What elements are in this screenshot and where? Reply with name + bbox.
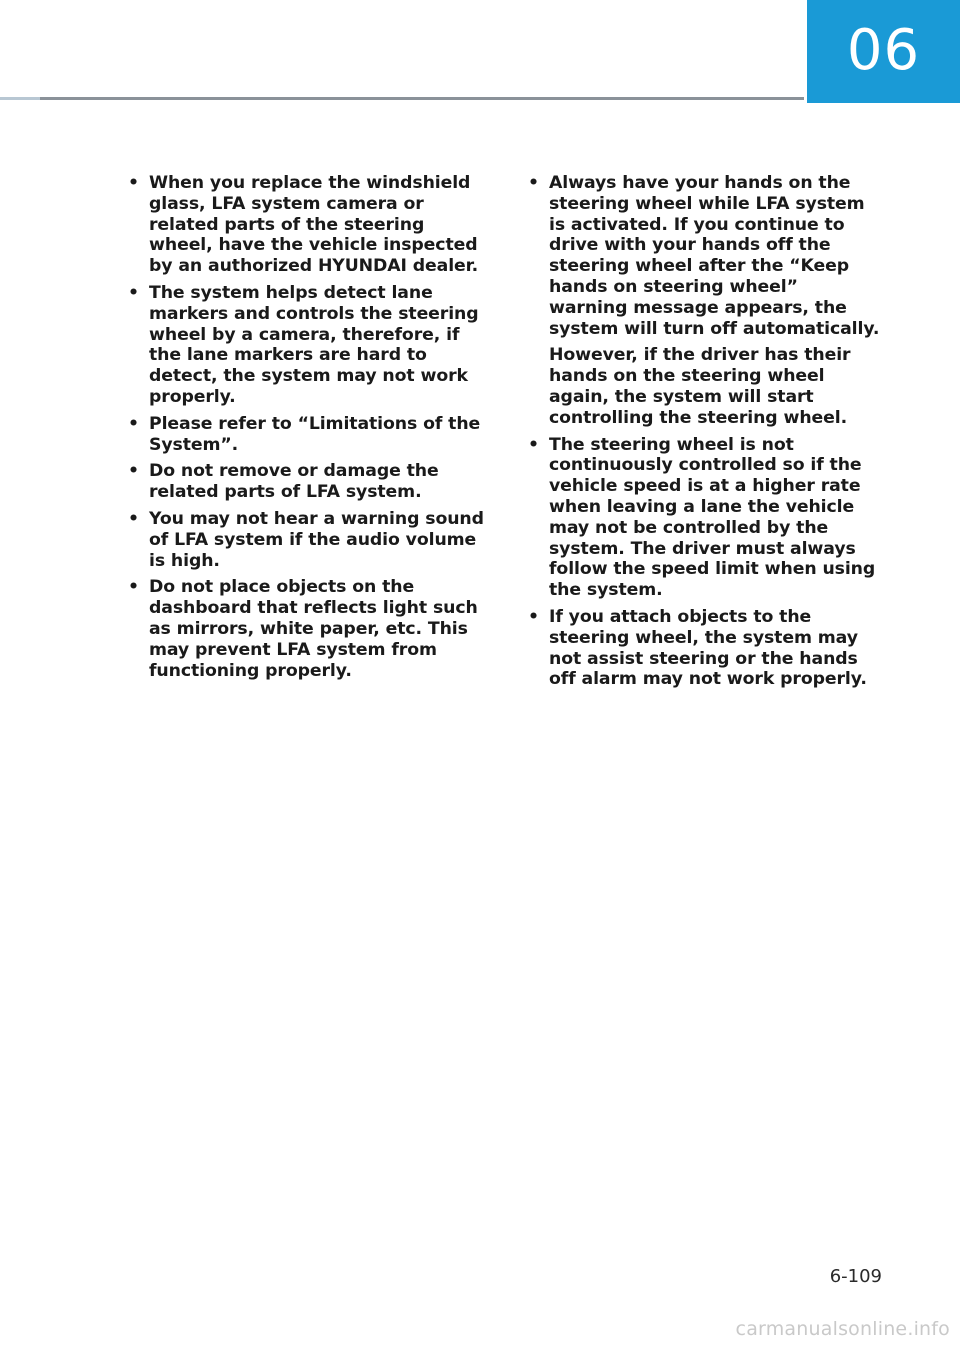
bullet-text: If you attach objects to the steering wheel, the system may not assist steering or the hands off alarm may not work properly. [549,606,867,690]
bullet-text: Always have your hands on the steering wheel while LFA system is activated. If you continue to drive with your hands off the steering wheel after the “Keep hands on steering wheel” warning message appears, the system will turn off automatically. [549,173,880,339]
bullet-item [518,173,880,429]
bullet-text: Please refer to “Limitations of the System”. [149,413,481,455]
chapter-number: 06 [846,18,921,83]
bullet-text: The system helps detect lane markers and controls the steering wheel by a camera, therefore, if the lane markers are hard to detect, the system may not work properly. [149,282,479,407]
bullet-text: Do not place objects on the dashboard that reflects light such as mirrors, white paper, etc. This may prevent LFA system from functioning properly. [149,577,478,681]
bullet-item [118,577,490,681]
bullet-item [518,607,880,690]
bullet-text: Do not remove or damage the related parts of LFA system. [149,461,439,503]
bullet-dot-icon: • [128,508,139,529]
bullet-item [118,283,490,408]
bullet-item [118,414,490,456]
bullet-dot-icon: • [528,606,539,627]
bullet-dot-icon: • [128,413,139,434]
bullet-text: The steering wheel is not continuously controlled so if the vehicle speed is at a higher rate when leaving a lane the vehicle may not be controlled by the system. The driver must always follow the speed limit when using the system. [549,434,876,601]
bullet-dot-icon: • [128,282,139,303]
left-bullet-list [118,173,490,681]
bullet-text: You may not hear a warning sound of LFA system if the audio volume is high. [149,508,484,571]
right-bullet-list [518,173,880,690]
header-rule-accent [0,97,40,100]
page-number: 6-109 [829,1266,882,1287]
bullet-item [118,461,490,503]
bullet-dot-icon: • [128,577,139,598]
bullet-item [118,509,490,571]
bullet-item [518,435,880,601]
bullet-dot-icon: • [528,173,539,193]
bullet-dot-icon: • [128,173,139,193]
bullet-item [118,173,490,277]
bullet-text: When you replace the windshield glass, LFA system camera or related parts of the steering wheel, have the vehicle inspected by an authorized HYUNDAI dealer. [149,173,479,277]
chapter-tab [807,0,960,103]
bullet-dot-icon: • [528,434,539,455]
right-column [518,173,880,696]
watermark: carmanualsonline.info [735,1318,950,1340]
left-column [118,173,490,687]
bullet-dot-icon: • [128,461,139,482]
header-rule [0,97,804,100]
bullet-text: However, if the driver has their hands on the steering wheel again, the system will start controlling the steering wheel. [549,345,851,428]
